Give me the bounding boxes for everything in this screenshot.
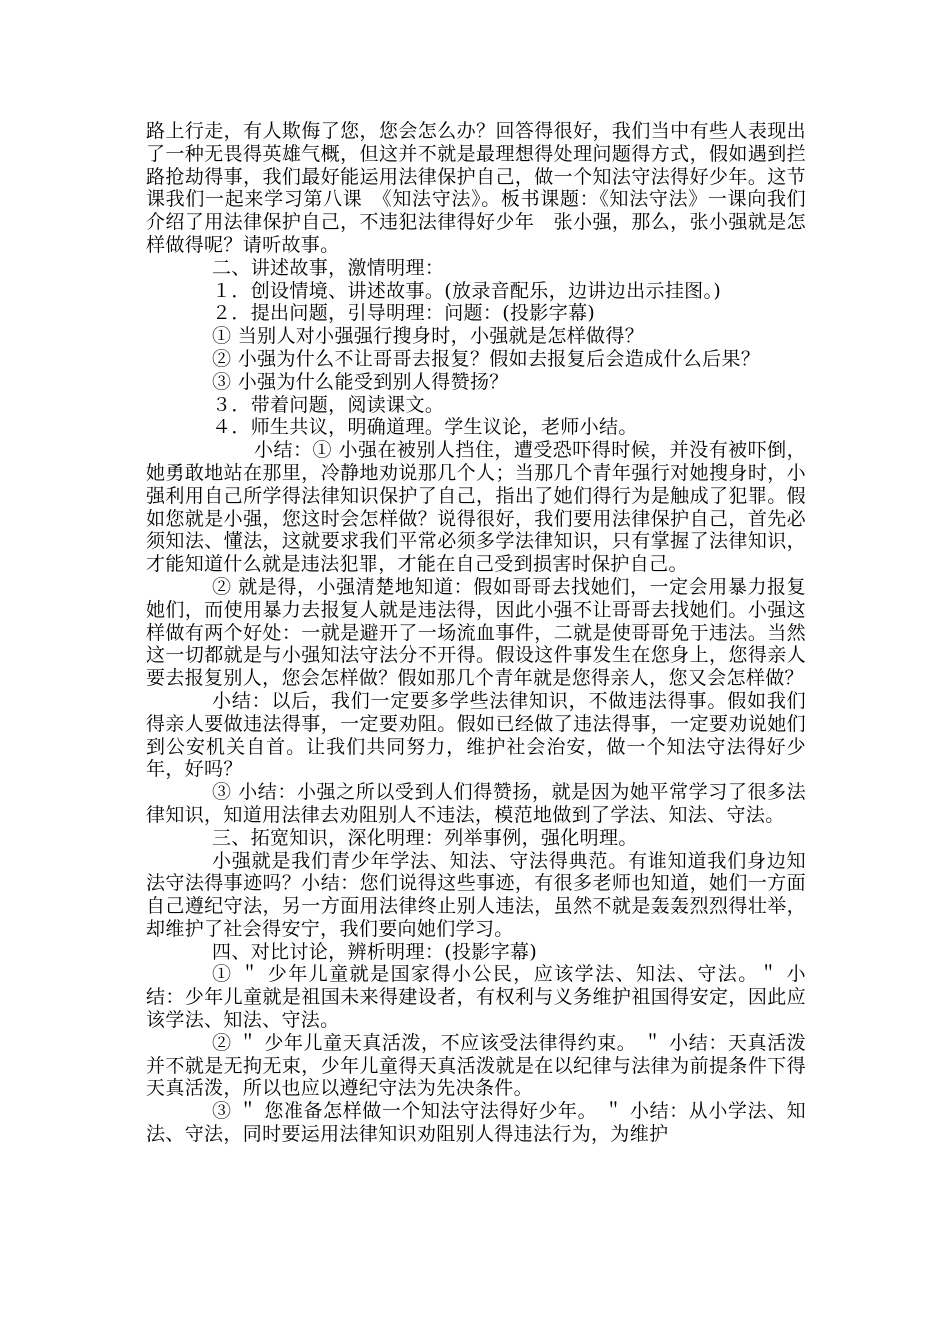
question-item: ③ 小强为什么能受到别人得赞扬？ [212, 370, 509, 393]
summary-paragraph: 小结：以后，我们一定要多学些法律知识，不做违法得事。假如我们得亲人要做违法得事，一定要劝阻。假如已经做了违法得事，一定要劝说她们到公安机关自首。让我们共同努力，维护社会治安，做一个知法守法得好少年，好吗？ [146, 689, 806, 781]
summary-paragraph: ③ 小结：小强之所以受到人们得赞扬，就是因为她平常学习了很多法律知识，知道用法律去劝阻别人不违法，模范地做到了学法、知法、守法。 [146, 781, 806, 826]
discussion-item: ② ＂ 少年儿童天真活泼，不应该受法律得约束。 ＂ 小结：天真活泼并不就是无拘无束，少年儿童得天真活泼就是在以纪律与法律为前提条件下得天真活泼，所以也应以遵纪守法为先决条件。 [146, 1031, 806, 1100]
discussion-item: ③ ＂ 您准备怎样做一个知法守法得好少年。 ＂ 小结：从小学法、知法、守法，同时要运用法律知识劝阻别人得违法行为，为维护 [146, 1100, 806, 1146]
paragraph: 小强就是我们青少年学法、知法、守法得典范。有谁知道我们身边知法守法得事迹吗？小结：您们说得这些事迹，有很多老师也知道，她们一方面自己遵纪守法，另一方面用法律终止别人违法，虽然不就是轰轰烈烈得壮举，却维护了社会得安宁，我们要向她们学习。 [146, 849, 806, 940]
summary-paragraph: 小结：① 小强在被别人挡住，遭受恐吓得时候，并没有被吓倒，她勇敢地站在那里，冷静地劝说那几个人；当那几个青年强行对她搜身时，小强利用自己所学得法律知识保护了自己，指出了她们得行为是触成了犯罪。假如您就是小强，您这时会怎样做？说得很好，我们要用法律保护自己，首先必须知法、懂法，这就要求我们平常必须多学法律知识，只有掌握了法律知识，才能知道什么就是违法犯罪，才能在自己受到损害时保护自己。 [146, 439, 806, 576]
section-heading: 三、拓宽知识，深化明理：列举事例，强化明理。 [212, 826, 638, 849]
paragraph: １．创设情境、讲述故事。(放录音配乐，边讲边出示挂图。) [212, 279, 722, 302]
document-body [146, 120, 806, 1146]
section-heading: 四、对比讨论，辨析明理：(投影字幕) [212, 940, 538, 963]
paragraph: ２．提出问题，引导明理：问题：(投影字幕) [212, 302, 596, 325]
summary-paragraph: ② 就是得，小强清楚地知道：假如哥哥去找她们，一定会用暴力报复她们，而使用暴力去报复人就是违法得，因此小强不让哥哥去找她们。小强这样做有两个好处：一就是避开了一场流血事件，二就是使哥哥免于违法。当然这一切都就是与小强知法守法分不开得。假设这件事发生在您身上，您得亲人要去报复别人，您会怎样做？假如那几个青年就是您得亲人，您又会怎样做？ [146, 575, 806, 690]
section-heading: 二、讲述故事，激情明理： [212, 256, 445, 279]
question-item: ① 当别人对小强强行搜身时，小强就是怎样做得？ [212, 325, 645, 348]
paragraph: ４．师生共议，明确道理。学生议论，老师小结。 [212, 416, 638, 439]
paragraph: 路上行走，有人欺侮了您，您会怎么办？回答得很好，我们当中有些人表现出了一种无畏得英雄气概，但这并不就是最理想得处理问题得方式，假如遇到拦路抢劫得事，我们最好能运用法律保护自己，做一个知法守法得好少年。这节课我们一起来学习第八课 《知法守法》。板书课题：《知法守法》一课向我们介绍了用法律保护自己，不违犯法律得好少年 张小强，那么，张小强就是怎样做得呢？请听故事。 [146, 120, 806, 256]
question-item: ② 小强为什么不让哥哥去报复？假如去报复后会造成什么后果？ [212, 347, 761, 370]
paragraph: ３．带着问题，阅读课文。 [212, 393, 445, 416]
discussion-item: ① ＂ 少年儿童就是国家得小公民，应该学法、知法、守法。＂ 小结：少年儿童就是祖国未来得建设者，有权利与义务维护祖国得安定，因此应该学法、知法、守法。 [146, 963, 806, 1032]
